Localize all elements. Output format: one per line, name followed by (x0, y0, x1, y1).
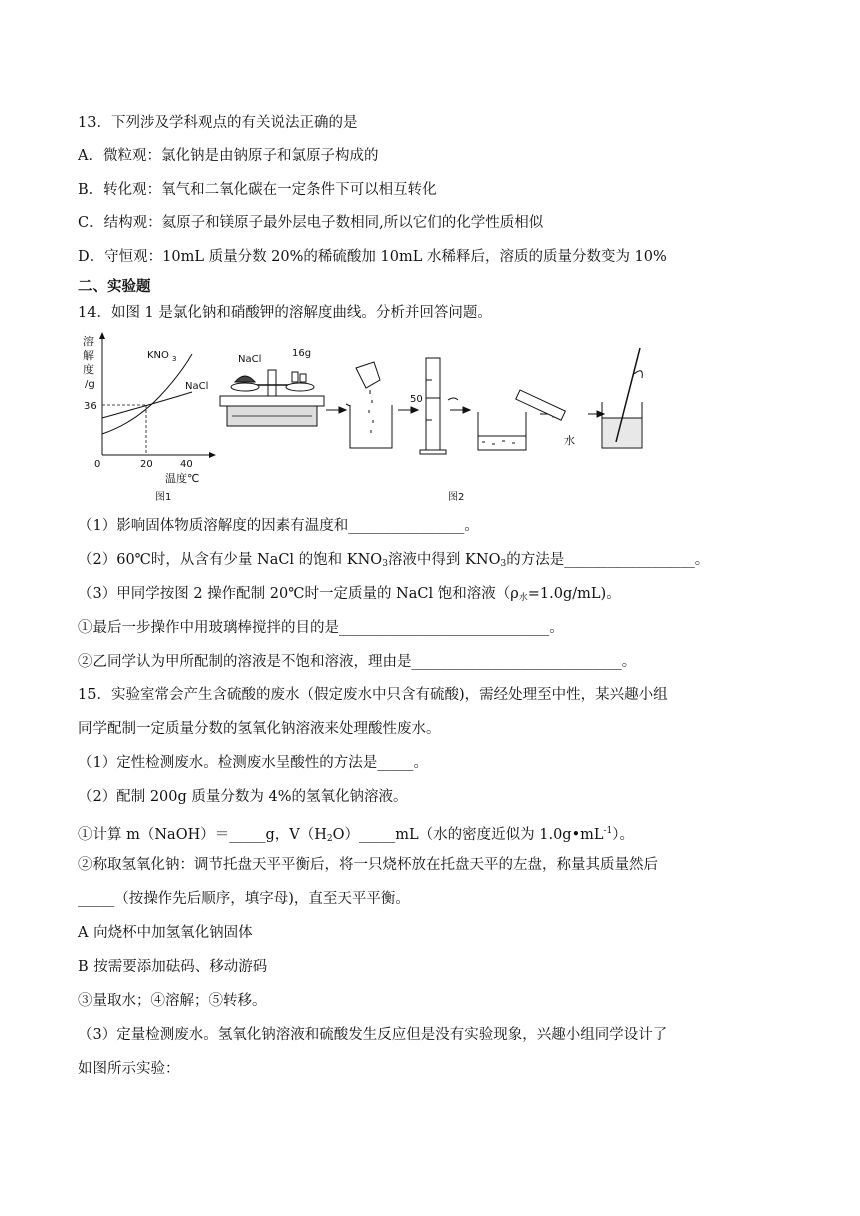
x-axis-arrow (209, 452, 216, 458)
q14-part-2 (78, 550, 709, 574)
curve-label-nacl: NaCl (185, 381, 209, 392)
x-tick-0: 0 (94, 459, 101, 470)
q14-part-1: （1）影响固体物质溶解度的因素有温度和________________。 (78, 518, 479, 534)
q14-part-2-b: 溶液中得到 KNO (387, 552, 501, 568)
balance-label-16g: 16g (292, 348, 312, 359)
q15-part-3-line-2: 如图所示实验： (78, 1061, 180, 1077)
q14-part-2-a: （2）60℃时，从含有少量 NaCl 的饱和 KNO (78, 552, 383, 568)
y-axis-label-3: 度 (83, 363, 94, 376)
arrow-3 (463, 407, 470, 413)
solubility-chart (83, 332, 216, 503)
y-tick-36: 36 (84, 401, 97, 412)
q15-option-b: B 按需要添加砝码、移动游码 (78, 959, 268, 975)
q13-stem: 13．下列涉及学科观点的有关说法正确的是 (78, 115, 358, 131)
q15-weigh-line-1: ②称取氢氧化钠：调节托盘天平平衡后，将一只烧杯放在托盘天平的左盘，称量其质量然后 (78, 857, 658, 873)
q14-part-3-b: =1.0g/mL)。 (527, 586, 621, 602)
q14-part-2-sub1: 3 (382, 559, 388, 569)
curve-label-kno3: KNO (147, 350, 169, 361)
beaker-stir-icon (602, 348, 642, 448)
q13-option-b: B．转化观：氧气和二氧化碳在一定条件下可以相互转化 (78, 182, 437, 198)
q15-calc (78, 821, 634, 849)
curve-label-kno3-sub: 3 (172, 355, 177, 363)
y-axis-arrow (99, 332, 105, 339)
procedure-diagram (220, 348, 642, 503)
figure-2-caption: 图2 (448, 492, 465, 503)
q15-weigh-line-2: _____（按操作先后顺序，填字母)，直至天平平衡。 (78, 891, 410, 907)
graduated-cylinder-icon (410, 358, 458, 454)
q15-calc-sup: -1 (603, 826, 613, 836)
y-axis-label-4: /g (85, 379, 95, 390)
x-tick-20: 20 (140, 459, 153, 470)
water-label: 水 (564, 434, 575, 447)
balance-icon (220, 348, 324, 426)
kno3-curve (102, 354, 192, 434)
balance-label-nacl: NaCl (238, 354, 262, 365)
x-tick-40: 40 (180, 459, 193, 470)
q14-part-3-1: ①最后一步操作中用玻璃棒搅拌的目的是_____________________________。 (78, 620, 564, 636)
q15-steps: ③量取水；④溶解；⑤转移。 (78, 993, 267, 1009)
q13-option-a: A．微粒观：氯化钠是由钠原子和氯原子构成的 (78, 148, 379, 164)
q14-part-2-c: 的方法是__________________。 (506, 552, 710, 568)
q14-figure (80, 330, 670, 508)
q15-calc-c: ）。 (612, 826, 635, 843)
q13-option-c: C．结构观：氦原子和镁原子最外层电子数相同,所以它们的化学性质相似 (78, 215, 544, 231)
q15-stem-line-1: 15．实验室常会产生含硫酸的废水（假定废水中只含有硫酸)，需经处理至中性，某兴趣小组 (78, 687, 668, 703)
q14-part-2-sub2: 3 (500, 559, 507, 569)
nacl-curve (102, 392, 192, 418)
cylinder-mark: 50 (410, 394, 423, 405)
arrow-5 (597, 411, 604, 417)
arrow-2 (411, 407, 418, 413)
q15-part-3-line-1: （3）定量检测废水。氢氧化钠溶液和硫酸发生反应但是没有实验现象，兴趣小组同学设计了 (78, 1027, 668, 1043)
q14-part-3-sub: 水 (518, 593, 528, 603)
q15-part-2: （2）配制 200g 质量分数为 4%的氢氧化钠溶液。 (78, 789, 408, 805)
q14-part-3-a: （3）甲同学按图 2 操作配制 20℃时一定质量的 NaCl 饱和溶液（ρ (78, 586, 519, 602)
x-axis-label: 温度℃ (165, 472, 200, 485)
q15-calc-b: O）_____mL（水的密度近似为 1.0g•mL (332, 826, 604, 843)
q13-option-d: D．守恒观：10mL 质量分数 20%的稀硫酸加 10mL 水稀释后，溶质的质量分数变为 10% (78, 249, 667, 265)
q15-calc-a: ①计算 m（NaOH）＝_____g，V（H (78, 826, 327, 843)
q15-calc-sub: 2 (326, 833, 333, 844)
beaker-water-icon (478, 390, 575, 450)
q15-part-1: （1）定性检测废水。检测废水呈酸性的方法是_____。 (78, 755, 428, 771)
y-axis-label-1: 溶 (83, 335, 94, 348)
q14-part-3-2: ②乙同学认为甲所配制的溶液是不饱和溶液，理由是_____________________________。 (78, 654, 637, 670)
arrow-1 (339, 407, 346, 413)
section-heading: 二、实验题 (78, 279, 151, 295)
figure-1-caption: 图1 (155, 492, 172, 503)
q14-stem: 14．如图 1 是氯化钠和硝酸钾的溶解度曲线。分析并回答问题。 (78, 305, 492, 321)
beaker-pour-icon (346, 362, 392, 448)
y-axis-label-2: 解 (83, 349, 94, 362)
q15-stem-line-2: 同学配制一定质量分数的氢氧化钠溶液来处理酸性废水。 (78, 721, 441, 737)
q14-part-3 (78, 584, 621, 608)
q15-option-a: A 向烧杯中加氢氧化钠固体 (78, 925, 253, 941)
